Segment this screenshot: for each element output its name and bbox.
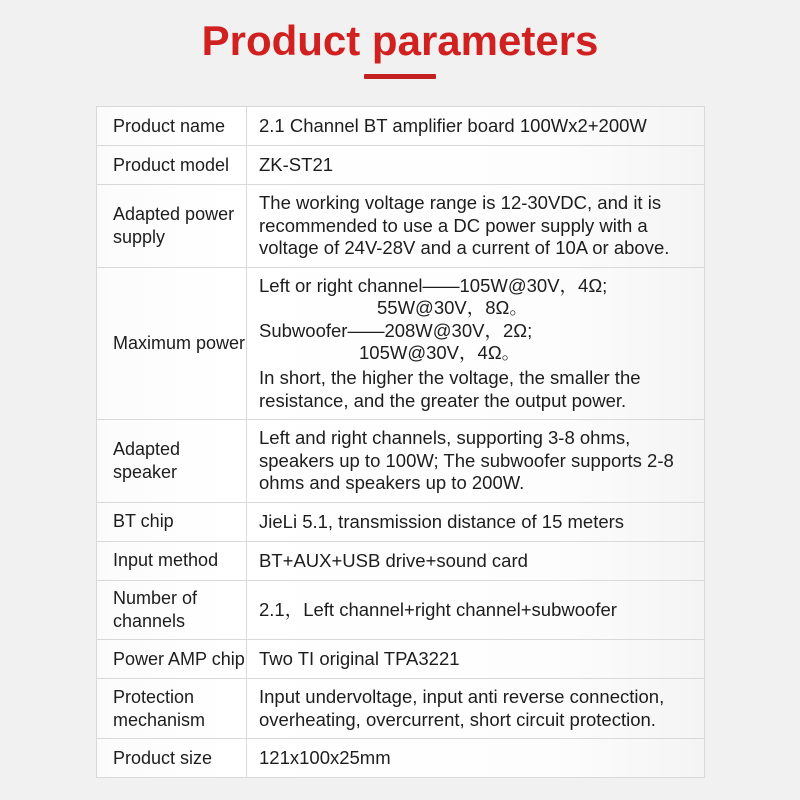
spec-value	[247, 541, 705, 580]
spec-key: Maximum power	[97, 267, 247, 419]
value-line: The working voltage range is 12-30VDC, and it is recommended to use a DC power supply with a voltage of 24V-28V and a current of 10A or above.	[259, 192, 670, 259]
spec-value	[247, 185, 705, 268]
value-line: 121x100x25mm	[259, 747, 391, 769]
spec-key: Protection mechanism	[97, 679, 247, 739]
spec-value	[247, 739, 705, 778]
spec-key: Adapted power supply	[97, 185, 247, 268]
spec-value	[247, 679, 705, 739]
spec-value	[247, 267, 705, 419]
value-line: Left or right channel——105W@30V，4Ω;	[259, 274, 608, 296]
spec-value	[247, 502, 705, 541]
spec-value	[247, 146, 705, 185]
spec-key: Number of channels	[97, 580, 247, 639]
value-line: 2.1，Left channel+right channel+subwoofer	[259, 598, 617, 620]
value-line: Input undervoltage, input anti reverse connection, overheating, overcurrent, short circuit protection.	[259, 686, 665, 730]
title-underline	[364, 74, 436, 79]
table-row	[97, 420, 705, 503]
table-row	[97, 580, 705, 639]
table-row	[97, 541, 705, 580]
spec-value	[247, 420, 705, 503]
spec-value	[247, 107, 705, 146]
spec-key: Product model	[97, 146, 247, 185]
value-line: Subwoofer——208W@30V，2Ω;	[259, 319, 533, 341]
table-row	[97, 679, 705, 739]
value-line: 105W@30V，4Ω。	[359, 342, 521, 364]
spec-key: Power AMP chip	[97, 640, 247, 679]
spec-key: Adapted speaker	[97, 420, 247, 503]
specification-table	[96, 106, 705, 778]
spec-value	[247, 640, 705, 679]
table-row	[97, 146, 705, 185]
spec-value	[247, 580, 705, 639]
value-line: JieLi 5.1, transmission distance of 15 meters	[259, 510, 625, 532]
value-line: Two TI original TPA3221	[259, 648, 460, 669]
table-row	[97, 640, 705, 679]
spec-key: Product name	[97, 107, 247, 146]
table-row	[97, 267, 705, 419]
value-line: In short, the higher the voltage, the smaller the resistance, and the greater the output power.	[259, 367, 641, 411]
spec-key: Input method	[97, 541, 247, 580]
table-row	[97, 107, 705, 146]
table-row	[97, 502, 705, 541]
value-line: 55W@30V，8Ω。	[377, 297, 528, 319]
value-line: BT+AUX+USB drive+sound card	[259, 549, 528, 571]
specification-table-container	[96, 106, 705, 778]
table-row	[97, 185, 705, 268]
spec-key: Product size	[97, 739, 247, 778]
value-line: ZK-ST21	[259, 154, 334, 176]
table-row	[97, 739, 705, 778]
value-line: Left and right channels, supporting 3-8 ohms, speakers up to 100W; The subwoofer supports 2-8 ohms and speakers up to 200W.	[259, 427, 674, 494]
value-line: 2.1 Channel BT amplifier board 100Wx2+200W	[259, 115, 647, 136]
spec-key: BT chip	[97, 502, 247, 541]
page-title: Product parameters	[201, 17, 599, 64]
page-header	[0, 0, 800, 79]
